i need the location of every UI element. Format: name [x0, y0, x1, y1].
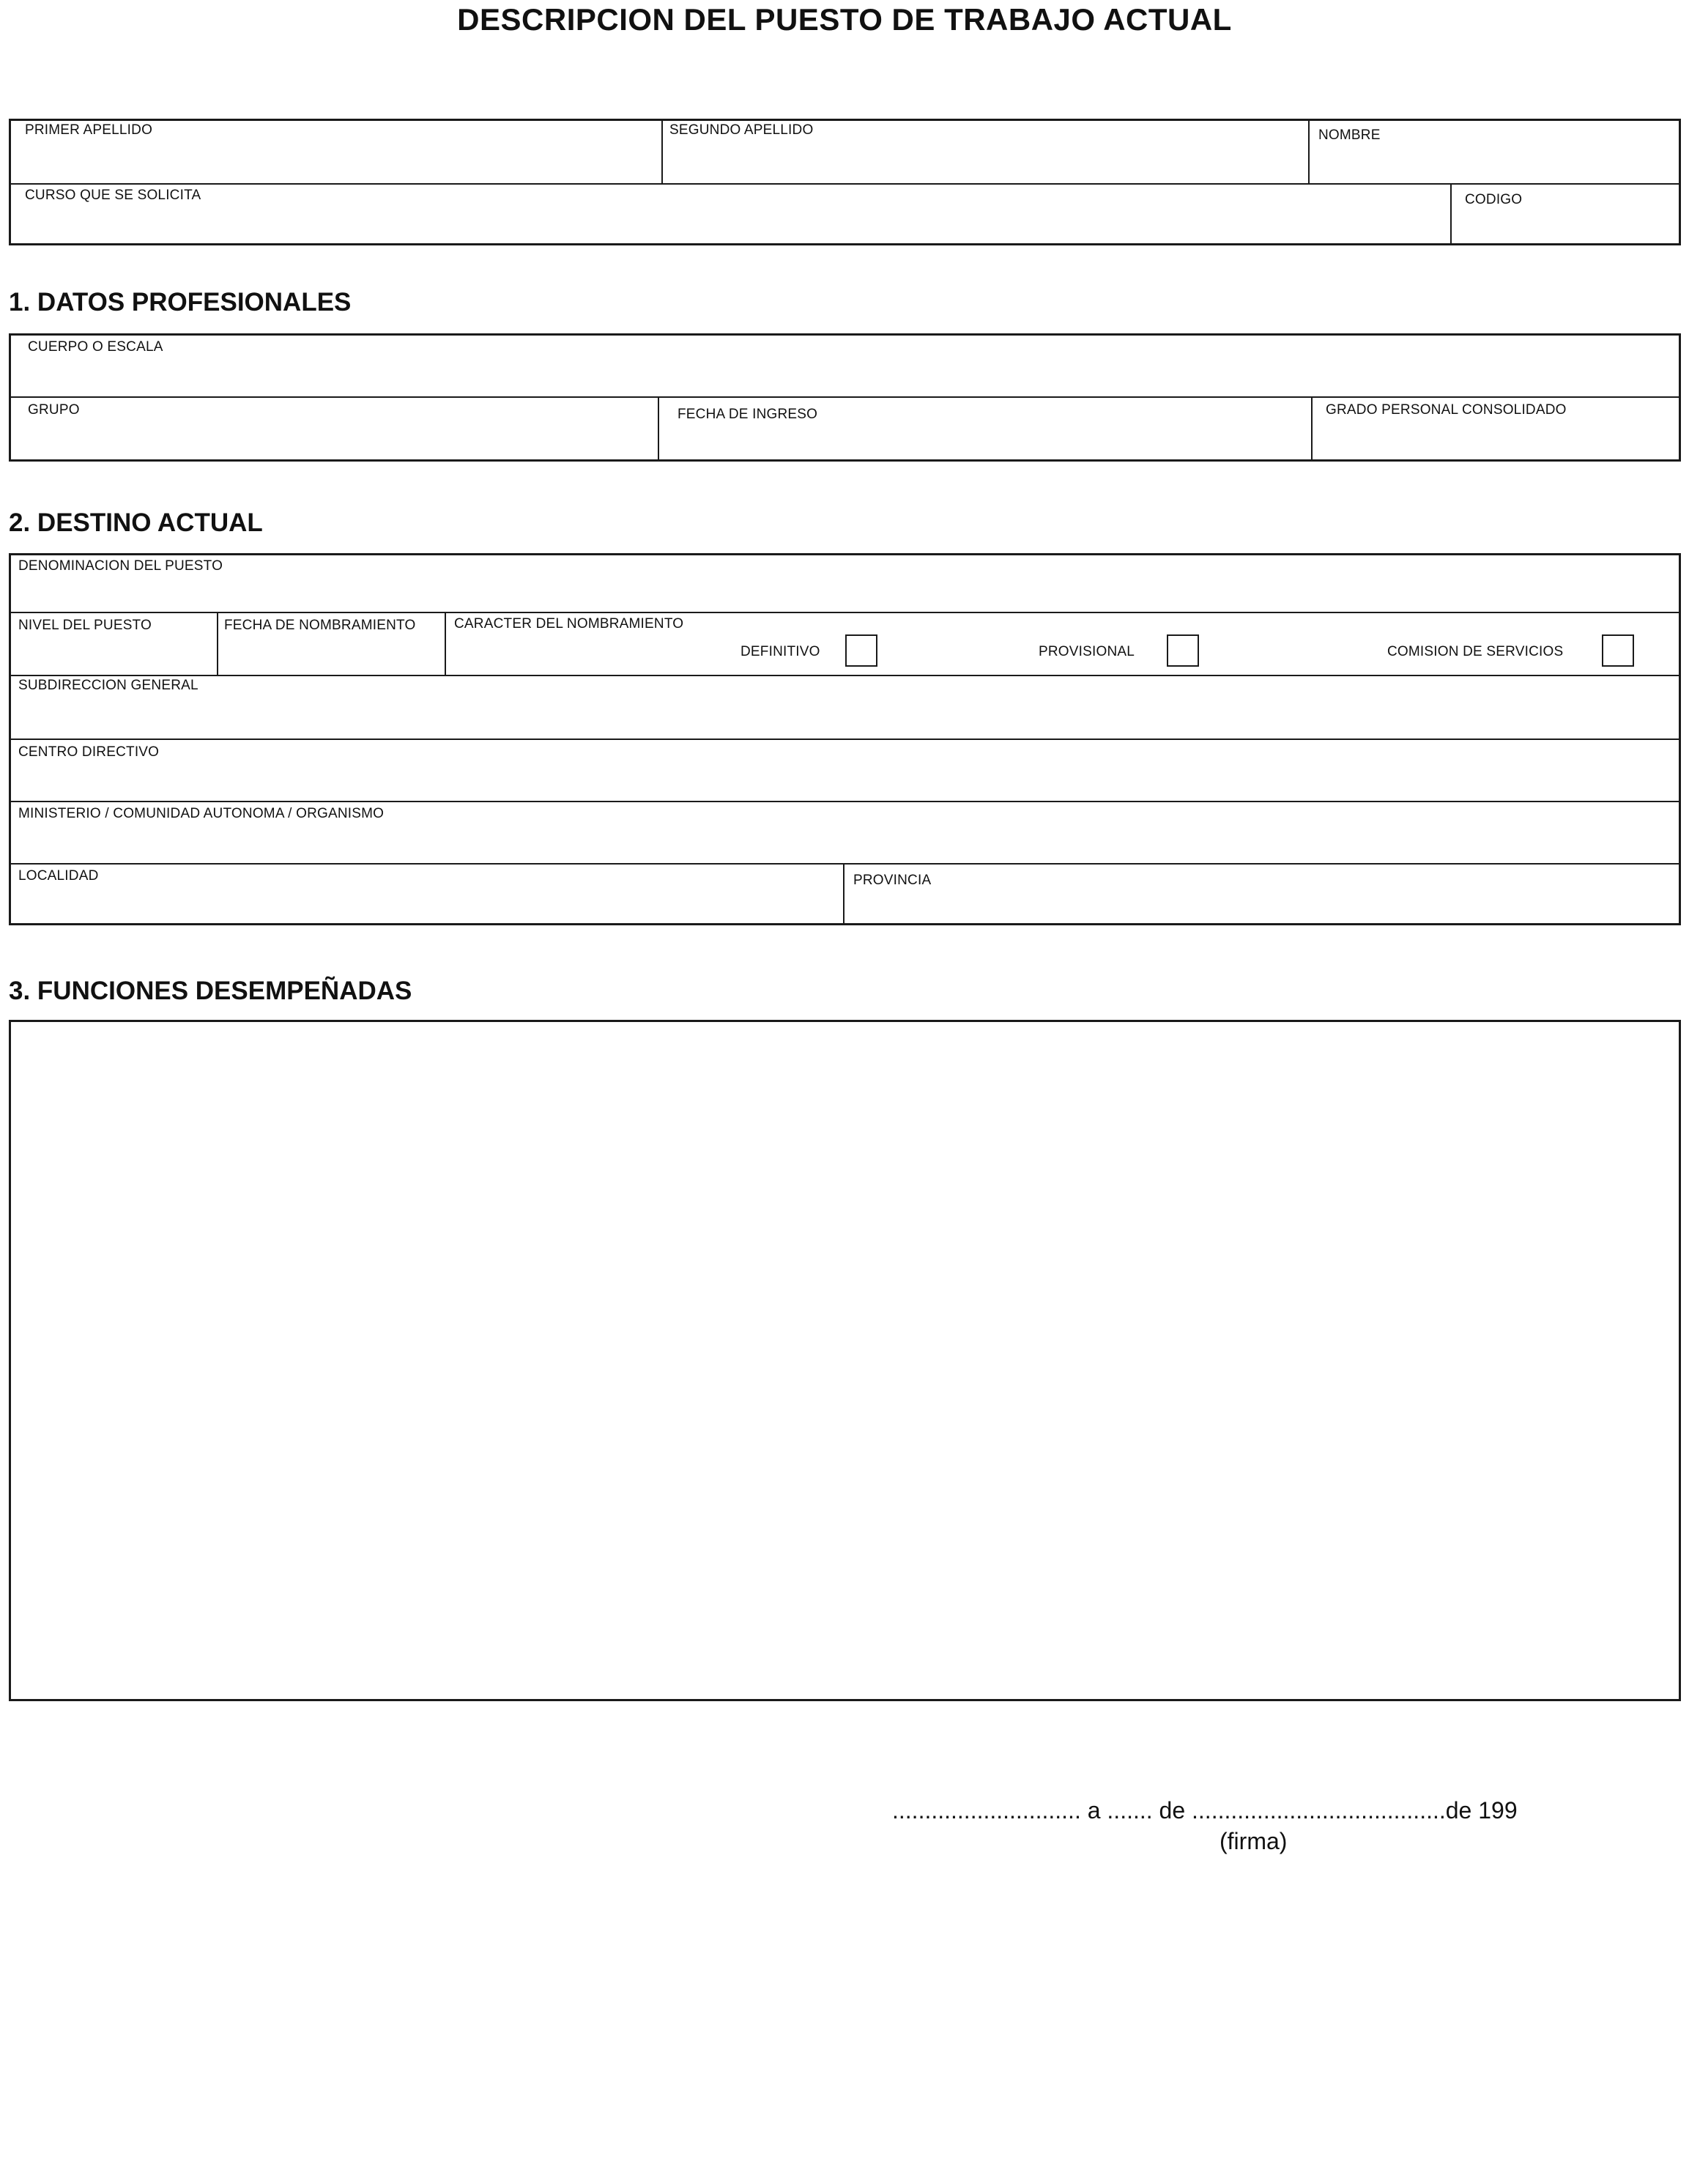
divider: [9, 396, 1681, 398]
section-heading-destino-actual: 2. DESTINO ACTUAL: [9, 508, 263, 537]
divider: [661, 119, 663, 184]
codigo-field[interactable]: CODIGO: [1465, 192, 1523, 207]
divider: [9, 863, 1681, 865]
cuerpo-escala-field[interactable]: CUERPO O ESCALA: [28, 339, 163, 355]
divider: [1311, 396, 1313, 462]
grado-personal-field[interactable]: GRADO PERSONAL CONSOLIDADO: [1326, 402, 1567, 418]
section-heading-datos-profesionales: 1. DATOS PROFESIONALES: [9, 288, 352, 317]
divider: [1450, 183, 1452, 245]
applicant-box: [9, 119, 1681, 245]
divider: [9, 739, 1681, 740]
comision-servicios-label: COMISION DE SERVICIOS: [1387, 644, 1564, 659]
nombre-field[interactable]: NOMBRE: [1318, 127, 1381, 143]
subdireccion-general-field[interactable]: SUBDIRECCION GENERAL: [18, 678, 198, 693]
divider: [9, 675, 1681, 676]
provisional-checkbox[interactable]: [1167, 634, 1199, 667]
fecha-ingreso-field[interactable]: FECHA DE INGRESO: [678, 407, 818, 422]
divider: [9, 612, 1681, 613]
centro-directivo-field[interactable]: CENTRO DIRECTIVO: [18, 744, 160, 760]
denominacion-puesto-field[interactable]: DENOMINACION DEL PUESTO: [18, 558, 223, 574]
funciones-textarea[interactable]: [9, 1020, 1681, 1701]
fecha-nombramiento-field[interactable]: FECHA DE NOMBRAMIENTO: [224, 618, 416, 633]
divider: [1308, 119, 1310, 184]
provisional-label: PROVISIONAL: [1039, 644, 1135, 659]
divider: [9, 183, 1681, 185]
definitivo-label: DEFINITIVO: [740, 644, 820, 659]
firma-label: (firma): [1220, 1828, 1288, 1854]
divider: [9, 801, 1681, 802]
definitivo-checkbox[interactable]: [845, 634, 877, 667]
signature-date-line: ............................. a ....... de .......................................de 199: [892, 1797, 1518, 1824]
page-title: DESCRIPCION DEL PUESTO DE TRABAJO ACTUAL: [457, 2, 1232, 37]
localidad-field[interactable]: LOCALIDAD: [18, 868, 99, 884]
nivel-puesto-field[interactable]: NIVEL DEL PUESTO: [18, 618, 152, 633]
primer-apellido-field[interactable]: PRIMER APELLIDO: [25, 122, 153, 138]
comision-servicios-checkbox[interactable]: [1602, 634, 1634, 667]
curso-field[interactable]: CURSO QUE SE SOLICITA: [25, 188, 201, 203]
ministerio-field[interactable]: MINISTERIO / COMUNIDAD AUTONOMA / ORGANISMO: [18, 806, 385, 821]
divider: [217, 612, 218, 675]
divider: [658, 396, 659, 462]
divider: [445, 612, 446, 675]
section-heading-funciones: 3. FUNCIONES DESEMPEÑADAS: [9, 977, 412, 1005]
provincia-field[interactable]: PROVINCIA: [853, 873, 932, 888]
divider: [843, 863, 844, 925]
caracter-nombramiento-label: CARACTER DEL NOMBRAMIENTO: [454, 616, 684, 632]
segundo-apellido-field[interactable]: SEGUNDO APELLIDO: [669, 122, 814, 138]
grupo-field[interactable]: GRUPO: [28, 402, 80, 418]
